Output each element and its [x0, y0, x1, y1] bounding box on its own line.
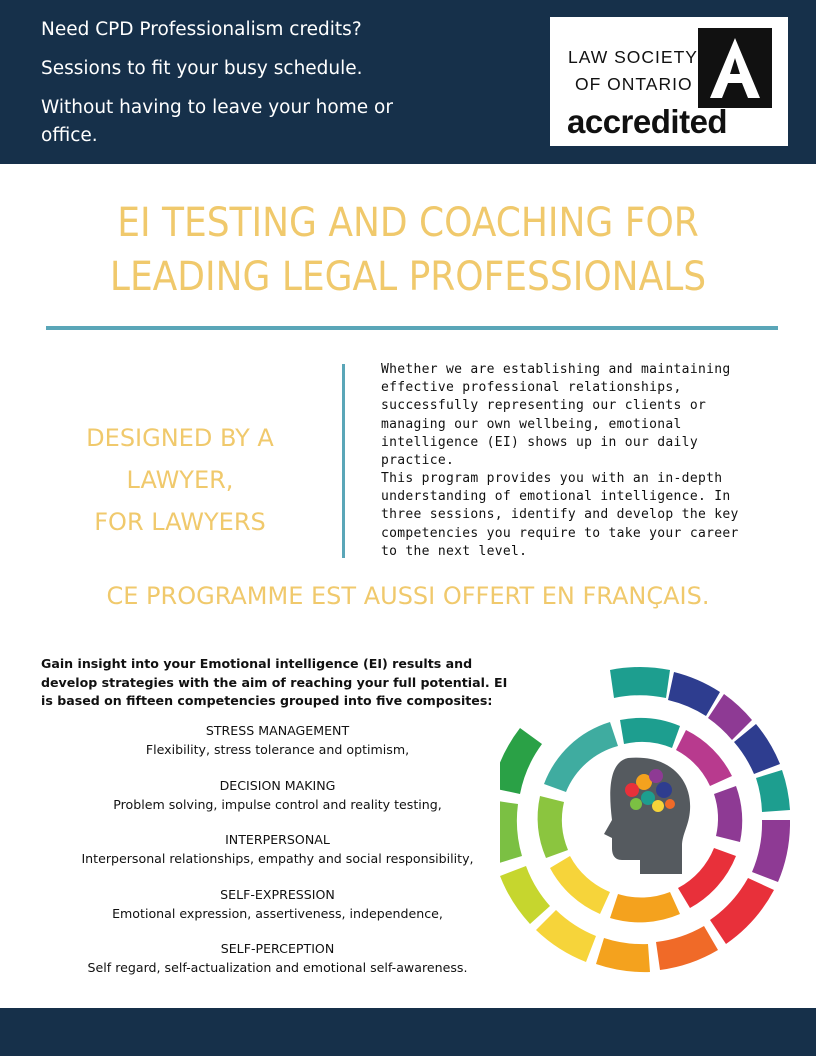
composite-interpersonal: [55, 831, 500, 868]
vertical-divider: [342, 364, 345, 558]
header-line-credits: Need CPD Professionalism credits?: [41, 19, 362, 40]
footer-band: [0, 1008, 816, 1056]
composite-self-expression: [55, 886, 500, 923]
header-line-schedule: Sessions to fit your busy schedule.: [41, 58, 363, 79]
composite-name: STRESS MANAGEMENT: [205, 723, 350, 738]
header-line-home: Without having to leave your home or office.: [41, 97, 393, 146]
law-society-logo: [550, 17, 788, 146]
composite-items: Interpersonal relationships, empathy and social responsibility,: [81, 850, 474, 866]
composite-stress-management: [55, 722, 500, 759]
tagline: [40, 417, 320, 543]
french-note: CE PROGRAMME EST AUSSI OFFERT EN FRANÇAIS.: [106, 582, 710, 610]
composite-items: Self regard, self-actualization and emotional self-awareness.: [87, 959, 468, 975]
head-brain-icon: [500, 660, 790, 980]
composite-decision-making: [55, 777, 500, 814]
tagline-line2: FOR LAWYERS: [94, 508, 266, 536]
body-paragraph-1: Whether we are establishing and maintaining effective professional relationships, successfully representing our clients or managing our own wellbeing, emotional intelligence (EI) shows up in our daily practice.: [381, 362, 731, 469]
composite-items: Flexibility, stress tolerance and optimism,: [145, 741, 410, 757]
composite-name: INTERPERSONAL: [225, 832, 330, 847]
composite-self-perception: [55, 940, 500, 977]
body-paragraph-2: This program provides you with an in-depth understanding of emotional intelligence. In three sessions, identify and develop the key competencies you require to take your career to the next level.: [381, 471, 739, 559]
composite-name: SELF-EXPRESSION: [220, 887, 335, 902]
tagline-line1: DESIGNED BY A LAWYER,: [86, 424, 274, 494]
composite-items: Emotional expression, assertiveness, independence,: [112, 905, 443, 921]
accreditation-mark-icon: [698, 28, 772, 108]
composite-name: SELF-PERCEPTION: [220, 941, 335, 956]
header-band: [0, 0, 816, 164]
composite-name: DECISION MAKING: [219, 778, 336, 793]
intro-text: Gain insight into your Emotional intelligence (EI) results and develop strategies with the aim of reaching your full potential. EI is based on fifteen competencies grouped into five composites:: [41, 656, 508, 708]
page-title: EI TESTING AND COACHING FOR LEADING LEGAL PROFESSIONALS: [109, 200, 707, 300]
title-divider: [46, 326, 778, 330]
logo-accredited-word: accredited: [567, 103, 728, 140]
composite-items: Problem solving, impulse control and reality testing,: [113, 796, 442, 812]
logo-line2: OF ONTARIO: [575, 74, 693, 94]
logo-line1: LAW SOCIETY: [568, 47, 698, 67]
